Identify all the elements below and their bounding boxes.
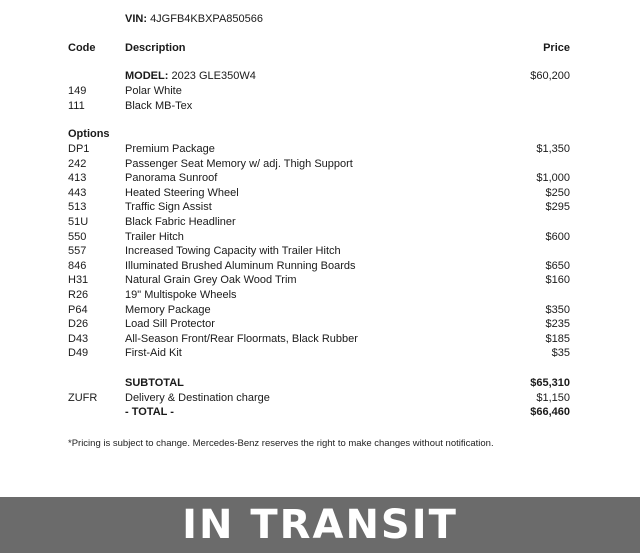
option-row [0, 259, 640, 273]
subtotal-row [0, 376, 640, 390]
option-price: $1,350 [536, 143, 570, 155]
option-price: $600 [545, 230, 570, 243]
option-row [0, 171, 640, 185]
option-row [0, 215, 640, 229]
status-banner [0, 497, 640, 553]
option-row [0, 288, 640, 302]
option-description: Illuminated Brushed Aluminum Running Boards [125, 259, 356, 272]
option-row [0, 317, 640, 331]
option-price: $35 [551, 347, 570, 360]
option-row [0, 200, 640, 214]
option-price: $185 [545, 332, 570, 345]
option-code: 242 [68, 157, 87, 170]
vin-line [125, 13, 263, 25]
option-code: R26 [68, 289, 89, 301]
header-description: Description [125, 42, 186, 54]
option-code: 550 [68, 230, 87, 243]
pricing-note: *Pricing is subject to change. Mercedes-Benz reserves the right to make changes without notification. [68, 438, 494, 449]
option-code: 513 [68, 201, 87, 214]
destination-row [0, 391, 640, 405]
total-label: - TOTAL - [125, 406, 174, 418]
option-code: 443 [68, 186, 87, 199]
total-price: $66,460 [530, 406, 570, 418]
option-row [0, 332, 640, 346]
option-code: 51U [68, 216, 89, 228]
option-description: Trailer Hitch [125, 230, 184, 243]
model-price: $60,200 [530, 70, 570, 82]
destination-price: $1,150 [536, 392, 570, 404]
option-code: 413 [68, 172, 87, 185]
option-row [0, 244, 640, 258]
option-price: $160 [545, 274, 570, 287]
subtotal-label: SUBTOTAL [125, 377, 184, 389]
status-banner-text: IN TRANSIT [182, 502, 458, 548]
option-row [0, 142, 640, 156]
destination-code: ZUFR [68, 392, 98, 404]
option-description: Memory Package [125, 303, 211, 316]
option-code: D43 [68, 332, 89, 345]
vin-value: 4JGFB4KBXPA850566 [150, 13, 263, 25]
model-value: 2023 GLE350W4 [171, 70, 256, 82]
option-description: Black Fabric Headliner [125, 216, 236, 228]
header-code: Code [68, 42, 96, 54]
option-code: DP1 [68, 143, 90, 155]
option-price: $350 [545, 303, 570, 316]
option-code: 846 [68, 259, 87, 272]
color-row [0, 99, 640, 113]
color-code: 111 [68, 100, 85, 112]
option-code: D26 [68, 318, 89, 331]
color-description: Polar White [125, 85, 182, 97]
option-code: D49 [68, 347, 89, 360]
vin-label: VIN: [125, 13, 147, 25]
option-row [0, 230, 640, 244]
option-description: Load Sill Protector [125, 318, 215, 331]
option-description: First-Aid Kit [125, 347, 182, 360]
option-description: Panorama Sunroof [125, 172, 218, 185]
subtotal-price: $65,310 [530, 377, 570, 389]
option-description: Passenger Seat Memory w/ adj. Thigh Support [125, 157, 353, 170]
option-price: $1,000 [536, 172, 570, 185]
color-row [0, 84, 640, 98]
destination-description: Delivery & Destination charge [125, 392, 270, 404]
option-price: $250 [545, 186, 570, 199]
option-description: Premium Package [125, 143, 215, 155]
option-code: 557 [68, 245, 87, 258]
model-row [0, 69, 640, 83]
option-price: $650 [545, 259, 570, 272]
option-code: H31 [68, 274, 89, 287]
total-row [0, 405, 640, 419]
option-description: All-Season Front/Rear Floormats, Black Rubber [125, 332, 358, 345]
option-description: Increased Towing Capacity with Trailer Hitch [125, 245, 341, 258]
color-description: Black MB-Tex [125, 100, 193, 112]
option-price: $295 [545, 201, 570, 214]
option-description: 19" Multispoke Wheels [125, 289, 237, 301]
option-row [0, 186, 640, 200]
option-price: $235 [545, 318, 570, 331]
option-row [0, 273, 640, 287]
option-description: Heated Steering Wheel [125, 186, 239, 199]
option-description: Natural Grain Grey Oak Wood Trim [125, 274, 297, 287]
option-row [0, 346, 640, 360]
option-description: Traffic Sign Assist [125, 201, 212, 214]
option-row [0, 157, 640, 171]
model-label: MODEL: [125, 70, 169, 82]
header-price: Price [543, 42, 570, 54]
color-code: 149 [68, 85, 87, 97]
options-title: Options [68, 128, 110, 140]
option-code: P64 [68, 303, 88, 316]
option-row [0, 303, 640, 317]
